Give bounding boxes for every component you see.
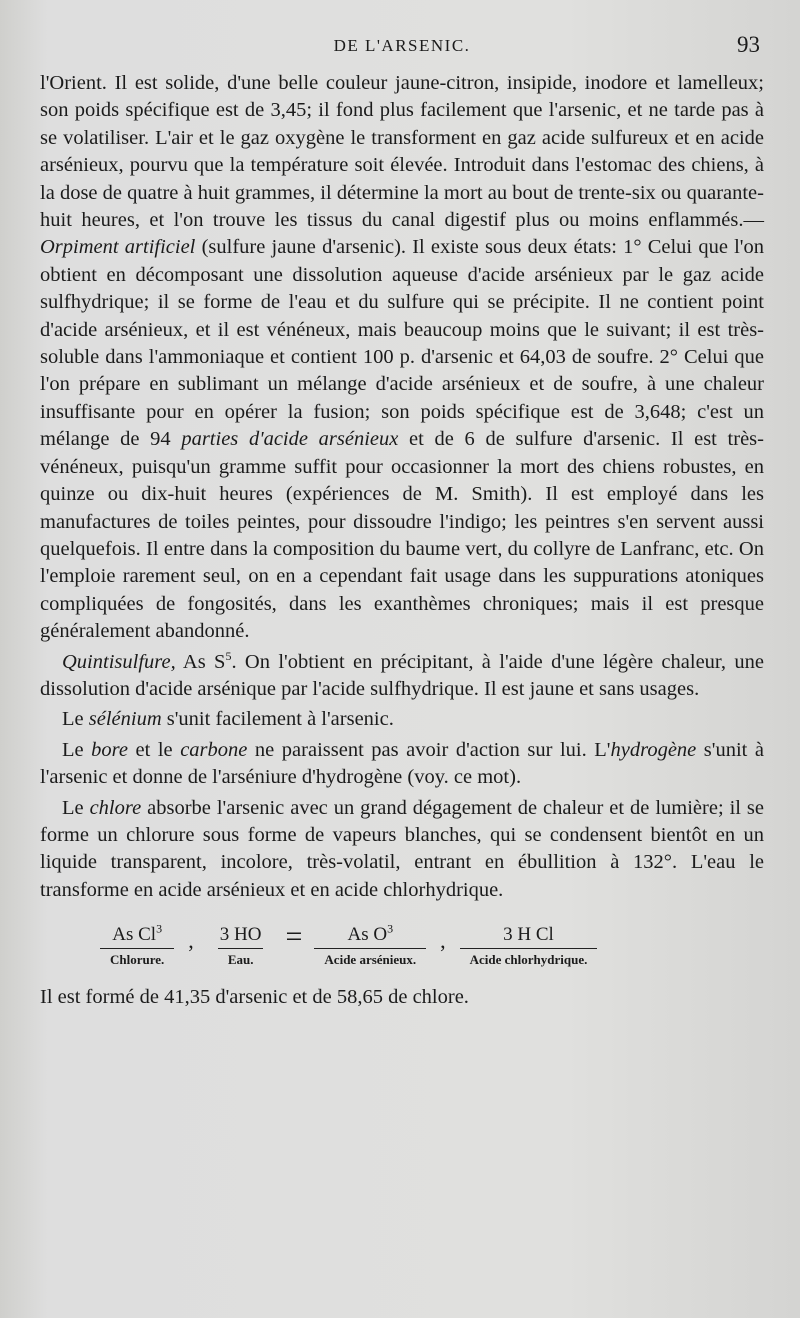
page-number: 93 xyxy=(737,32,760,57)
term-label: Acide chlorhydrique. xyxy=(460,948,598,968)
chemical-equation xyxy=(100,922,764,968)
italic-term: Orpiment artificiel xyxy=(40,236,196,259)
italic-term: sélénium xyxy=(88,708,162,731)
text-segment: . On l'obtient en précipitant, à l'aide d'une légère chaleur, une dissolution d'acide arsénique par l'acide sulfhydrique. Il est jaune et sans usages. xyxy=(40,650,764,700)
text-segment: absorbe l'arsenic avec un grand dégagement de chaleur et de lumière; il se forme un chlorure sous forme de vapeurs blanches, qui se condensent bientôt en un liquide transparent, incolore, très-volatil, entrant en ébullition à 132°. L'eau le transforme en acide arsénieux et en acide chlorhydrique. xyxy=(40,796,764,901)
text-segment: l'Orient. Il est solide, d'une belle couleur jaune-citron, insipide, inodore et lamelleux; son poids spécifique est de 3,45; il fond plus facilement que l'arsenic, et ne tarde pas à se volatiliser. L'air et le gaz oxygène le transforment en gaz acide sulfureux et en acide arsénieux, pourvu que la température soit élevée. Introduit dans l'estomac des chiens, à la dose de quatre à huit grammes, il détermine la mort au bout de trente-six ou quarante-huit heures, et l'on trouve les tissus du canal digestif plus ou moins enflammés.— xyxy=(40,72,764,232)
italic-term: chlore xyxy=(89,796,142,819)
paragraph-quintisulfure xyxy=(40,649,764,704)
equation-term-eau xyxy=(208,924,274,968)
paragraph-orpiment xyxy=(40,70,764,646)
italic-term: carbone xyxy=(180,738,248,761)
formula-base: As Cl xyxy=(112,924,157,946)
running-title: DE L'ARSENIC. xyxy=(333,36,471,55)
term-formula: 3 HO xyxy=(219,924,262,946)
formula: As S xyxy=(175,650,226,673)
term-formula xyxy=(335,921,405,948)
text-segment: et le xyxy=(127,738,181,761)
formula-base: As O xyxy=(347,924,388,946)
equation-term-acide-arsenieux xyxy=(314,921,426,968)
italic-term: parties d'acide arsénieux xyxy=(181,428,399,451)
superscript: 3 xyxy=(387,921,394,936)
text-segment: Le xyxy=(62,796,90,819)
text-segment: Le xyxy=(62,738,92,761)
term-label: Chlorure. xyxy=(100,948,174,968)
equation-term-chlorure xyxy=(100,921,174,968)
equation-comma: , xyxy=(440,928,446,954)
equals-sign: = xyxy=(285,920,303,954)
italic-term: Quintisulfure, xyxy=(62,650,176,673)
paragraph-selenium xyxy=(40,706,764,733)
text-segment: ne paraissent pas avoir d'action sur lui. L' xyxy=(247,738,611,761)
term-formula xyxy=(100,921,174,948)
term-label: Acide arsénieux. xyxy=(314,948,426,968)
text-segment: et de 6 de sulfure d'arsenic. Il est très-vénéneux, puisqu'un gramme suffit pour occasionner la mort des chiens robustes, en quinze ou dix-huit heures (expériences de M. Smith). Il est employé dans les manufactures de toiles peintes, pour dissoudre l'indigo; les peintres s'en servent aussi quelquefois. Il entre dans la composition du baume vert, du collyre de Lanfranc, etc. On l'emploie rarement seul, on en a cependant fait usage dans les suppurations atoniques compliquées de fongosités, dans les exanthèmes chroniques; mais il est presque généralement abandonné. xyxy=(40,428,764,643)
paragraph-composition: Il est formé de 41,35 d'arsenic et de 58,65 de chlore. xyxy=(40,986,469,1009)
running-header xyxy=(40,28,764,68)
superscript: 3 xyxy=(156,921,163,936)
term-formula: 3 H Cl xyxy=(503,924,554,946)
equation-term-acide-chlorhydrique xyxy=(460,924,598,968)
text-segment: s'unit facilement à l'arsenic. xyxy=(161,708,394,731)
text-segment: s'unit à l'arsenic et donne de l'arséniure d'hydrogène (voy. ce mot). xyxy=(40,738,764,789)
superscript: 5 xyxy=(225,648,232,663)
italic-term: bore xyxy=(91,738,128,761)
italic-term: hydrogène xyxy=(610,738,697,761)
equation-comma: , xyxy=(188,928,194,954)
paragraph-chlore xyxy=(40,795,764,905)
paragraph-bore-carbone xyxy=(40,737,764,792)
term-label: Eau. xyxy=(218,948,264,968)
text-segment: Le xyxy=(62,708,89,731)
text-segment: (sulfure jaune d'arsenic). Il existe sous deux états: 1° Celui que l'on obtient en décomposant une dissolution aqueuse d'acide arsénieux par le gaz acide sulfhydrique; il se forme de l'eau et du sulfure qui se précipite. Il ne contient point d'acide arsénieux, et il est vénéneux, mais beaucoup moins que le suivant; il est très-soluble dans l'ammoniaque et contient 100 p. d'arsenic et 64,03 de soufre. 2° Celui que l'on prépare en sublimant un mélange d'acide arsénieux et de soufre, à une chaleur insuffisante pour en opérer la fusion; son poids spécifique est de 3,648; c'est un mélange de 94 xyxy=(40,236,764,451)
